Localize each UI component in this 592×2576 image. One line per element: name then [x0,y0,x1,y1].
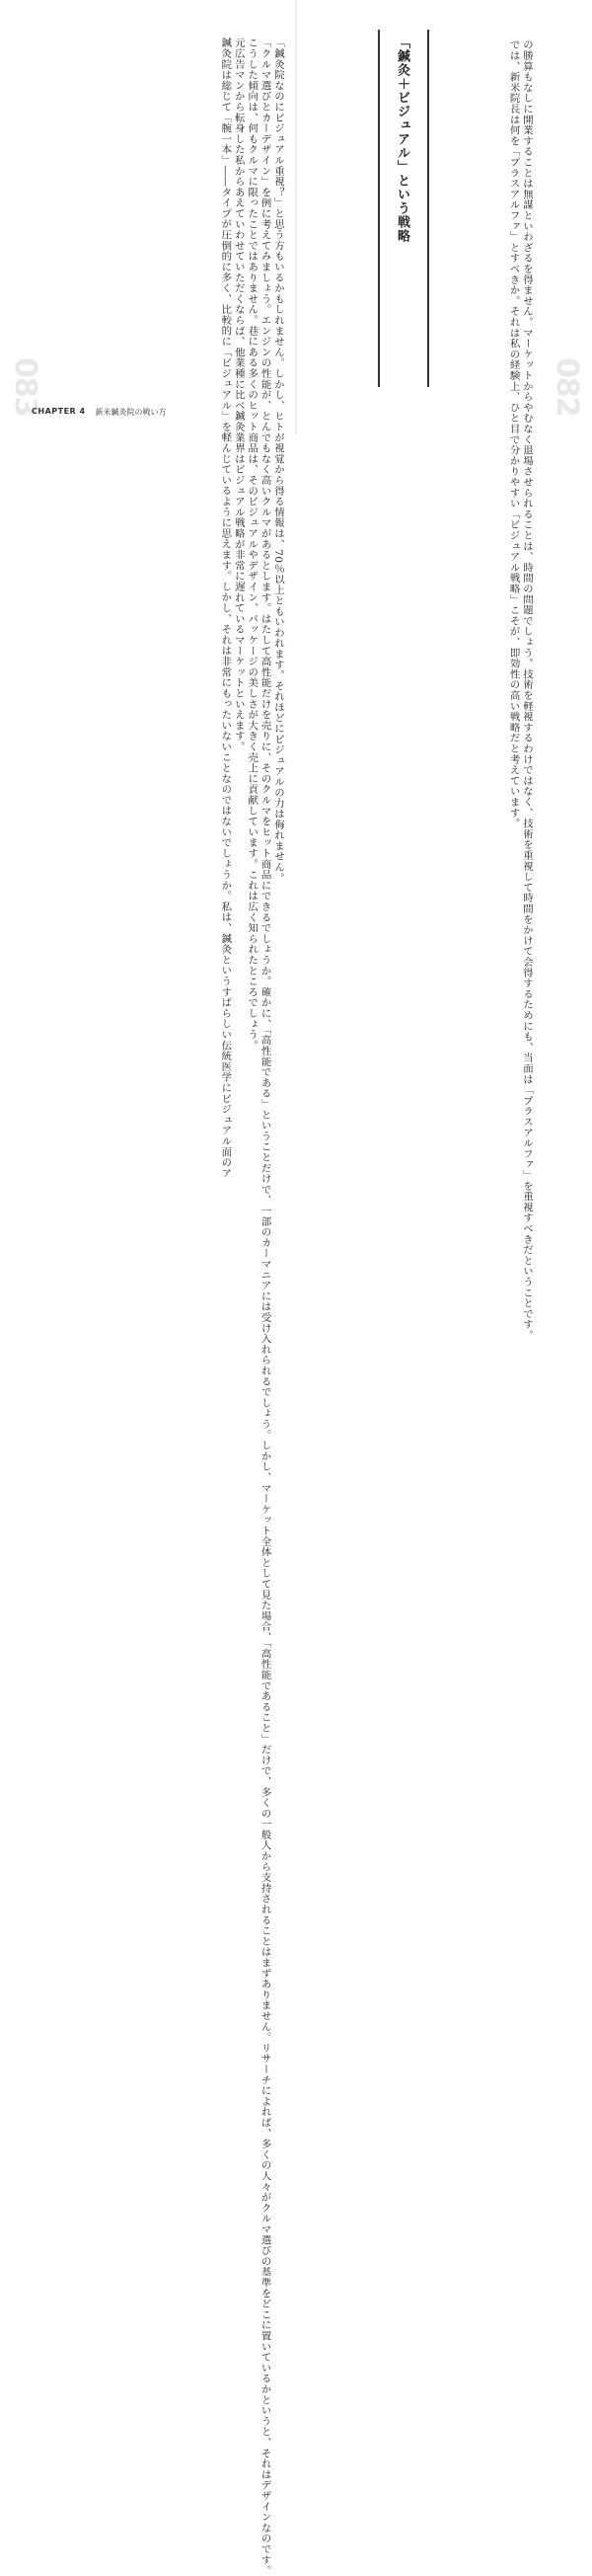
left-page-body [218,38,284,2576]
paragraph: こうした傾向は、何もクルマに限ったことではありません。巷にある多くのヒット商品は、そのビジュアルやデザイン、パッケージの美しさが大きく売上に貢献しています。これは広く知られたところでしょう。 [246,38,259,1051]
chapter-title: 新米鍼灸院の戦い方 [95,408,167,417]
paragraph: 「鍼灸院なのにビジュアル重視？」と思う方もいるかもしれません。しかし、ヒトが視覚から得る情報は、70％以上ともいわれます。それほどにビジュアルの力は侮れません。 [272,38,284,884]
paragraph: 「クルマ選びとカーデザイン」を例に考えてみましょう。エンジンの性能が、とんでもなく高いクルマがあるとします。はたして高性能だけを売りに、そのクルマをヒット商品にできるでしょうか。確かに、「高性能である」ということだけで、一部のカーマニアには受け入れられるでしょう。しかし、マーケット全体として見た場合、「高性能であること」だけで、多くの一般人から支持されることはまずありません。リサーチによれば、多くの人々がクルマ選びの基準をどこに置いているかというと、それはデザインなのです。 [259,38,271,2576]
page-number-left: 083 [8,357,42,417]
running-footer [32,407,167,418]
page-number-right: 082 [550,357,584,417]
paragraph: 元広告マンから転身した私からあえていわせていただくならば、他業種に比べ鍼灸業界はビジュアル戦略が非常に遅れているマーケットといえます。 [232,38,245,752]
paragraph: の勝算もなしに開業することは無謀といわざるを得ません。マーケットからやむなく退場させられることは、時間の問題でしょう。技術を軽視するわけではなく、技術を重視して時間をかけて会得するためにも、当面は「プラスアルファ」を重視すべきだということです。 [521,39,533,1341]
paragraph: 鍼灸院は総じて「腕一本」――タイプが圧倒的に多く、比較的に「ビジュアル」を軽んじているように思えます。しかし、それは非常にもったいないことなのではないでしょうか。私は、鍼灸というすばらしい伝統医学にビジュアル面のア [219,38,232,1179]
right-page-body [506,39,533,1341]
section-heading: 「鍼灸＋ビジュアル」という戦略 [395,36,409,243]
paragraph: では、新米院長は何を「プラスアルファ」とすべきか。それは私の経験上、ひと目で分かりやすい「ビジュアル戦略」こそが、即効性の高い戦略だと考えています。 [507,39,520,829]
page-gutter [295,0,297,435]
chapter-label: CHAPTER 4 [32,407,86,416]
